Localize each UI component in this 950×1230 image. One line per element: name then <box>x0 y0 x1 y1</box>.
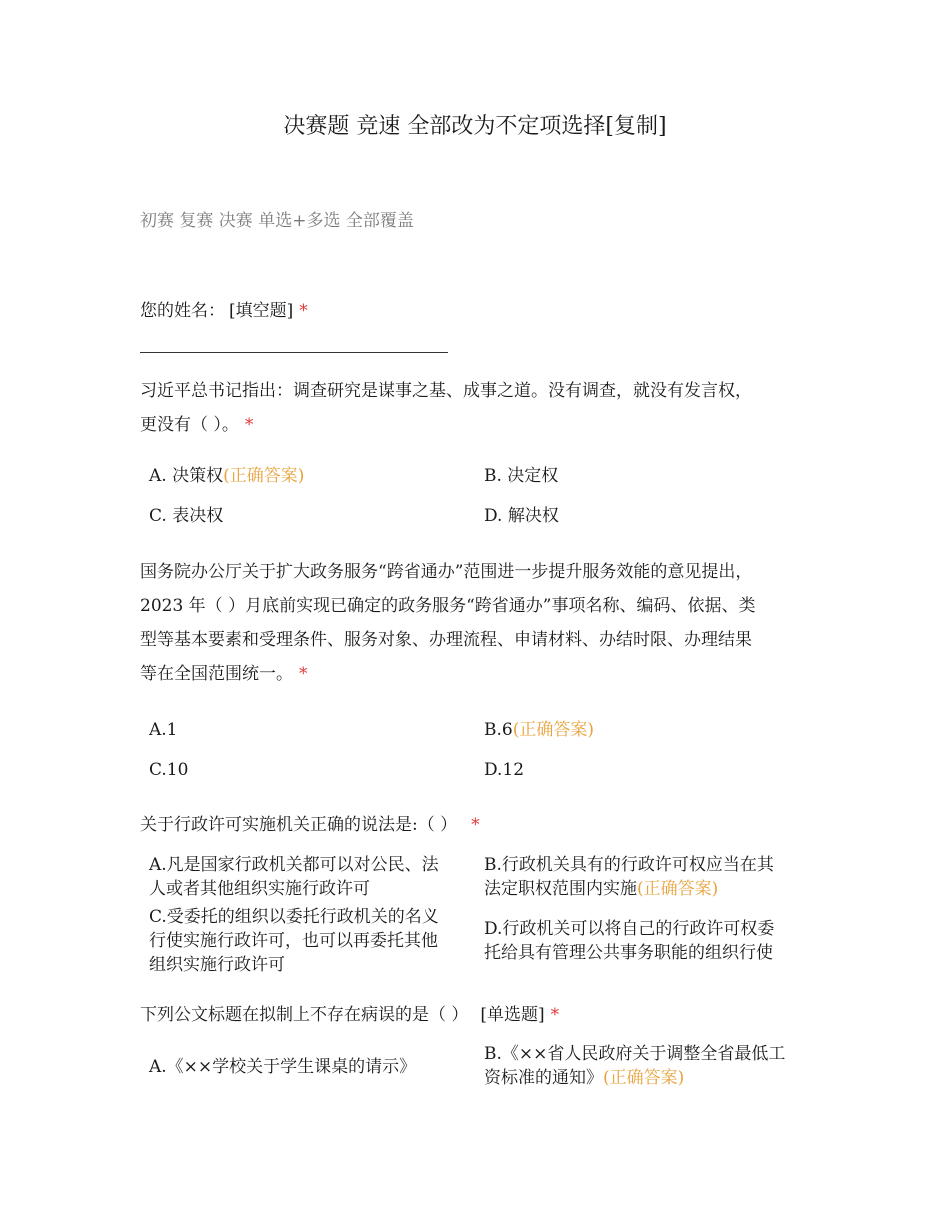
option-label: C. 表决权 <box>149 506 224 526</box>
question-2-line-3: 型等基本要素和受理条件、服务对象、办理流程、申请材料、办结时限、办理结果 <box>140 630 752 650</box>
question-1-line-1: 习近平总书记指出：调查研究是谋事之基、成事之道。没有调查，就没有发言权， <box>140 381 752 401</box>
question-4-option-a[interactable] <box>149 1055 479 1079</box>
question-4 <box>140 998 820 1032</box>
option-label-line-2: 资标准的通知》 <box>484 1068 603 1088</box>
question-3-text: 关于行政许可实施机关正确的说法是:（ ） <box>140 815 458 835</box>
question-2 <box>140 555 820 691</box>
question-1-option-d[interactable] <box>484 504 814 528</box>
option-label-line-1: C.受委托的组织以委托行政机关的名义 <box>149 907 439 927</box>
question-1-option-a[interactable] <box>149 464 479 488</box>
required-mark: * <box>471 815 480 835</box>
correct-answer-tag: (正确答案) <box>512 720 594 740</box>
required-mark: * <box>299 301 308 321</box>
question-3-option-d[interactable] <box>484 917 814 965</box>
option-label: D. 解决权 <box>484 506 559 526</box>
option-label: C.10 <box>149 760 189 780</box>
option-label-line-3: 组织实施行政许可 <box>149 955 285 975</box>
question-4-option-b[interactable] <box>484 1042 814 1090</box>
correct-answer-tag: (正确答案) <box>223 466 305 486</box>
question-name-type: [填空题] <box>229 301 294 321</box>
option-label-line-2: 行使实施行政许可，也可以再委托其他 <box>149 931 438 951</box>
question-2-line-2: 2023 年（ ）月底前实现已确定的政务服务“跨省通办”事项名称、编码、依据、类 <box>140 596 756 616</box>
required-mark: * <box>244 415 254 435</box>
question-3-option-a[interactable] <box>149 853 479 901</box>
question-2-option-d[interactable] <box>484 758 814 782</box>
question-2-option-c[interactable] <box>149 758 479 782</box>
option-label-line-1: A.凡是国家行政机关都可以对公民、法 <box>149 855 439 875</box>
correct-answer-tag: (正确答案) <box>637 879 719 899</box>
question-3 <box>140 808 820 842</box>
question-4-text: 下列公文标题在拟制上不存在病误的是（ ） <box>140 1005 469 1025</box>
page-subtitle: 初赛 复赛 决赛 单选+多选 全部覆盖 <box>140 211 414 231</box>
option-label: D.12 <box>484 760 525 780</box>
question-1-option-b[interactable] <box>484 464 814 488</box>
question-2-line-4: 等在全国范围统一。 <box>140 664 293 684</box>
question-3-option-c[interactable] <box>149 905 479 977</box>
question-1 <box>140 374 820 442</box>
question-name <box>140 294 820 328</box>
question-3-option-b[interactable] <box>484 853 814 901</box>
option-label-line-2: 法定职权范围内实施 <box>484 879 637 899</box>
question-1-option-c[interactable] <box>149 504 479 528</box>
option-label-line-1: B.《××省人民政府关于调整全省最低工 <box>484 1044 786 1064</box>
question-2-line-1: 国务院办公厅关于扩大政务服务“跨省通办”范围进一步提升服务效能的意见提出， <box>140 562 753 582</box>
question-name-text: 您的姓名： <box>140 301 225 321</box>
question-1-line-2: 更没有（ ）。 <box>140 415 239 435</box>
correct-answer-tag: (正确答案) <box>603 1068 685 1088</box>
option-label-line-1: B.行政机关具有的行政许可权应当在其 <box>484 855 774 875</box>
required-mark: * <box>299 664 308 684</box>
option-label-line-1: D.行政机关可以将自己的行政许可权委 <box>484 919 775 939</box>
option-label-line-2: 托给具有管理公共事务职能的组织行使 <box>484 943 773 963</box>
page-title: 决赛题 竞速 全部改为不定项选择[复制] <box>283 114 667 139</box>
required-mark: * <box>550 1005 560 1025</box>
option-label-line-2: 人或者其他组织实施行政许可 <box>149 879 370 899</box>
option-label: B.6 <box>484 720 513 740</box>
option-label: B. 决定权 <box>484 466 559 486</box>
option-label: A.1 <box>149 720 178 740</box>
question-4-type: [单选题] <box>480 1005 545 1025</box>
option-label: A. 决策权 <box>149 466 224 486</box>
option-label: A.《××学校关于学生课桌的请示》 <box>149 1057 417 1077</box>
name-answer-blank[interactable] <box>140 352 448 353</box>
question-2-option-a[interactable] <box>149 718 479 742</box>
question-2-option-b[interactable] <box>484 718 814 742</box>
